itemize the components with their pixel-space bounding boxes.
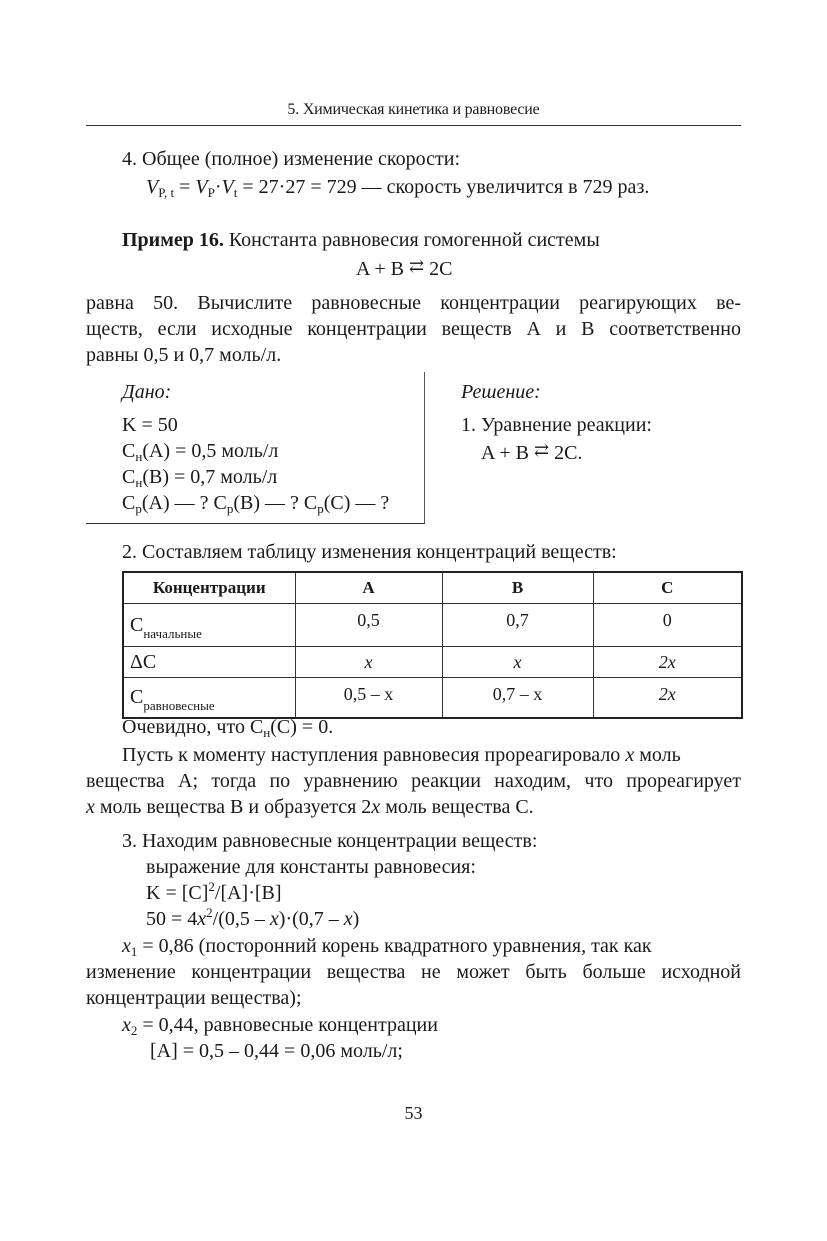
- table-cell: 2x: [593, 678, 742, 719]
- obvious-line: [122, 714, 333, 740]
- sub-p: р: [317, 501, 324, 516]
- example-title: Пример 16.: [122, 229, 224, 251]
- text: /(0,5 –: [212, 908, 270, 930]
- table-cell: x: [295, 647, 442, 678]
- table-row: [123, 604, 742, 647]
- table-cell: 2x: [593, 647, 742, 678]
- row-label: [123, 678, 295, 719]
- var-v: V: [195, 176, 208, 198]
- sup: 2: [208, 879, 215, 894]
- x2-line: [122, 1012, 438, 1038]
- example-reaction: [356, 256, 452, 282]
- table-cell: 0,7 – x: [442, 678, 593, 719]
- var-x: x: [122, 1014, 131, 1036]
- solution-heading: Решение:: [461, 381, 541, 403]
- text: K = [C]: [146, 882, 209, 904]
- dot: ·: [214, 176, 222, 198]
- solution-step1: 1. Уравнение реакции:: [461, 414, 652, 436]
- table-row: [123, 647, 742, 678]
- row-label-main: C: [130, 613, 144, 636]
- sub-n: н: [135, 449, 143, 464]
- k-equation: [146, 906, 359, 932]
- var-x: x: [269, 908, 279, 930]
- sub-p: р: [135, 501, 142, 516]
- given-cb: [122, 464, 277, 490]
- text: моль вещества С.: [380, 796, 534, 818]
- text: /[A]·[B]: [214, 882, 282, 904]
- sub-pt: P, t: [158, 185, 175, 200]
- var-v: V: [146, 176, 159, 198]
- sub-n: н: [135, 475, 143, 490]
- row-label: [123, 604, 295, 647]
- reaction-left: A + B: [356, 258, 409, 280]
- table-cell: 0,5 – x: [295, 678, 442, 719]
- running-head: 5. Химическая кинетика и равновесие: [287, 101, 540, 118]
- given-questions: [122, 490, 389, 516]
- table-cell: 0: [593, 604, 742, 647]
- para-line-1: [122, 742, 741, 768]
- question-c: (C) — ?: [323, 492, 390, 514]
- table-header-row: [123, 572, 742, 604]
- sup: 2: [206, 905, 213, 920]
- var-v: V: [221, 176, 234, 198]
- c-symbol: C: [122, 440, 136, 462]
- row-label-sub: начальные: [143, 625, 202, 641]
- example-intro: Константа равновесия гомогенной системы: [223, 229, 600, 251]
- var-x: x: [625, 744, 635, 766]
- obvious-post: (C) = 0.: [270, 716, 334, 738]
- table-header: C: [593, 572, 742, 604]
- x1-line-1: [122, 933, 741, 959]
- given-k: K = 50: [122, 414, 178, 436]
- formula-rest: = 27·27 = 729 — скорость увеличится в 729 раз.: [237, 176, 650, 198]
- example-line-2: ществ, если исходные концентрации веществ А и В соответственно: [86, 318, 741, 340]
- row-label: [123, 647, 295, 678]
- k-expression: [146, 880, 282, 906]
- question-b: (B) — ?: [233, 492, 304, 514]
- sub-n: н: [263, 725, 271, 740]
- table-row: [123, 678, 742, 719]
- solution-reaction: [481, 440, 582, 466]
- row-label-sub: равновесные: [143, 698, 215, 713]
- step3-label: 3. Находим равновесные концентрации веществ:: [122, 830, 538, 852]
- c-symbol: C: [122, 492, 136, 514]
- given-box-bottom-border: [86, 523, 425, 524]
- ca-value: (A) = 0,5 моль/л: [142, 440, 279, 462]
- text: ): [352, 908, 360, 930]
- row-label-main: C: [130, 686, 144, 708]
- text: моль вещества В и образуется 2: [94, 796, 372, 818]
- step2-label: 2. Составляем таблицу изменения концентраций веществ:: [122, 541, 617, 563]
- obvious-pre: Очевидно, что C: [122, 716, 264, 738]
- table-header: B: [442, 572, 593, 604]
- para-line-3: [86, 794, 534, 820]
- text: моль: [634, 744, 681, 766]
- table-cell: 0,5: [295, 604, 442, 647]
- row-label-main: ΔC: [130, 650, 157, 673]
- step4-label: 4. Общее (полное) изменение скорости:: [122, 148, 461, 170]
- var-x: x: [197, 908, 207, 930]
- text: = 0,86 (посторонний корень квадратного уравнения, так как: [137, 935, 652, 957]
- text: = 0,44, равновесные концентрации: [137, 1014, 438, 1036]
- given-heading: Дано:: [122, 381, 172, 403]
- reaction-left: A + B: [481, 442, 534, 464]
- sub-p: р: [226, 501, 234, 516]
- table-cell: 0,7: [442, 604, 593, 647]
- equilibrium-arrow-icon: ⇄: [533, 440, 550, 460]
- text: 50 = 4: [146, 908, 198, 930]
- table-header: A: [295, 572, 442, 604]
- concentration-table: [122, 571, 743, 719]
- a-concentration: [A] = 0,5 – 0,44 = 0,06 моль/л;: [150, 1040, 403, 1062]
- c-symbol: C: [303, 492, 318, 514]
- sub-p: P: [207, 185, 215, 200]
- example-title-line: [122, 227, 600, 253]
- sub: 1: [130, 944, 138, 959]
- step4-formula: [146, 174, 649, 200]
- step3-sub-label: выражение для константы равновесия:: [146, 856, 476, 878]
- text: )·(0,7 –: [278, 908, 344, 930]
- example-line-1: равна 50. Вычислите равновесные концентрации реагирующих ве-: [86, 292, 741, 314]
- example-line-3: равны 0,5 и 0,7 моль/л.: [86, 344, 282, 366]
- equilibrium-arrow-icon: ⇄: [408, 256, 425, 276]
- var-x: x: [86, 796, 95, 818]
- var-x: x: [343, 908, 353, 930]
- page-number: 53: [404, 1103, 423, 1123]
- reaction-right: 2C.: [549, 442, 583, 464]
- x1-line-2: изменение концентрации вещества не может быть больше исходной: [86, 961, 741, 983]
- text: Пусть к моменту наступления равновесия прореагировало: [122, 744, 626, 766]
- var-x: x: [371, 796, 381, 818]
- header-rule: [86, 125, 741, 126]
- sub: 2: [130, 1023, 138, 1038]
- eq-sign: =: [174, 176, 196, 198]
- x1-line-3: концентрации вещества);: [86, 987, 302, 1009]
- question-a: (A) — ?: [141, 492, 214, 514]
- given-ca: [122, 438, 278, 464]
- c-symbol: C: [213, 492, 227, 514]
- cb-value: (B) = 0,7 моль/л: [142, 466, 278, 488]
- given-box-right-border: [424, 372, 425, 524]
- reaction-right: 2C: [424, 258, 453, 280]
- sub-t: t: [233, 185, 238, 200]
- var-x: x: [122, 935, 131, 957]
- para-line-2: вещества А; тогда по уравнению реакции находим, что прореагирует: [86, 770, 741, 792]
- c-symbol: C: [122, 466, 136, 488]
- table-header: Концентрации: [123, 572, 295, 604]
- table-cell: x: [442, 647, 593, 678]
